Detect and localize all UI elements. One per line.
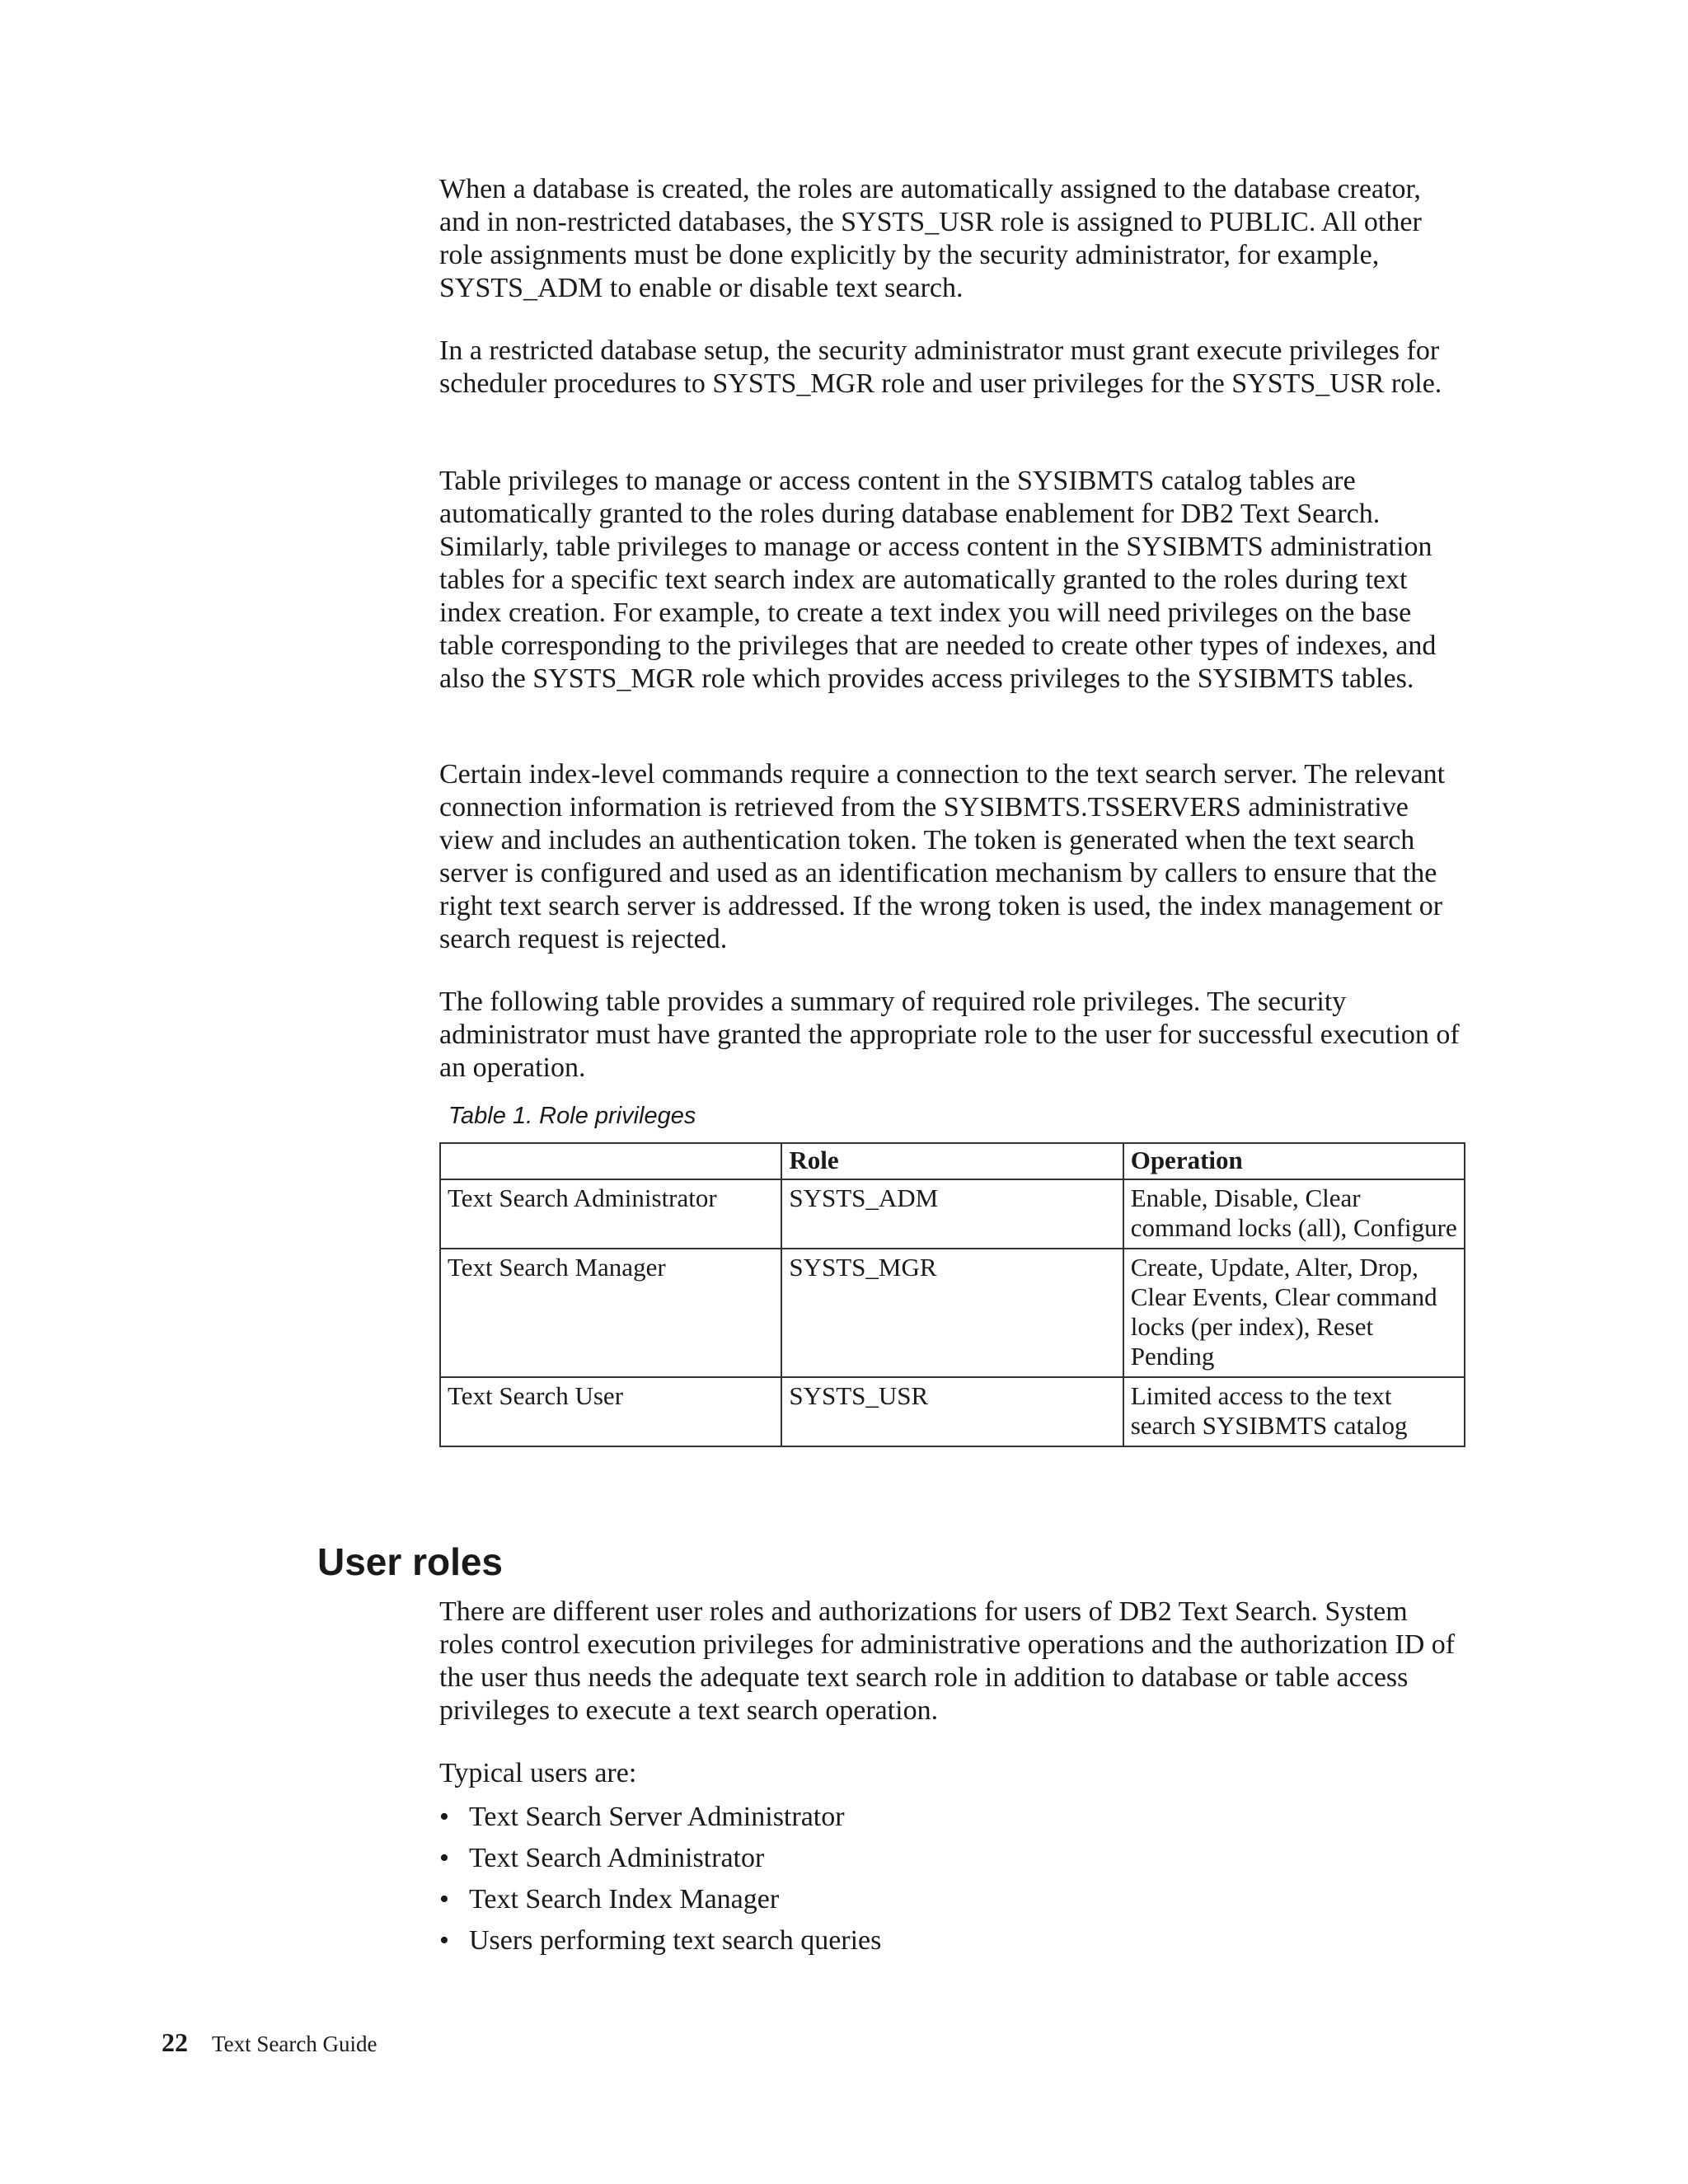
table-cell: SYSTS_ADM [781,1179,1123,1249]
bullet-icon: • [439,1884,449,1915]
list-item [439,1797,881,1838]
table-cell: Enable, Disable, Clear command locks (all), Configure [1123,1179,1465,1249]
table-cell: Text Search Administrator [440,1179,781,1249]
bullet-icon: • [439,1925,449,1956]
table-cell: Create, Update, Alter, Drop, Clear Events, Clear command locks (per index), Reset Pending [1123,1249,1465,1377]
table-row [440,1377,1465,1446]
bullet-icon: • [439,1843,449,1873]
list-item [439,1920,881,1961]
table-cell: SYSTS_USR [781,1377,1123,1446]
paragraph-table-privileges: Table privileges to manage or access content in the SYSIBMTS catalog tables are automatically granted to the roles during database enablement for DB2 Text Search. Similarly, table privileges to manage or access content in the SYSIBMTS administration tables for a specific text search index are automatically granted to the roles during text index creation. For example, to create a text index you will need privileges on the base table corresponding to the privileges that are needed to create other types of indexes, and also the SYSTS_MGR role which provides access privileges to the SYSIBMTS tables. [439,466,1437,694]
paragraph-table-intro: The following table provides a summary of required role privileges. The security administrator must have granted the appropriate role to the user for successful execution of an operation. [439,987,1460,1083]
list-item-label: Text Search Index Manager [469,1884,780,1915]
table-cell: Text Search User [440,1377,781,1446]
section-heading-user-roles: User roles [317,1540,504,1583]
table-header-cell-user [440,1143,781,1179]
typical-users-list [439,1797,881,1961]
table-cell: SYSTS_MGR [781,1249,1123,1377]
page-number: 22 [162,2027,188,2057]
table-header-row [440,1143,1465,1179]
table-cell: Limited access to the text search SYSIBMTS catalog [1123,1377,1465,1446]
role-privileges-table [439,1142,1465,1447]
list-item-label: Text Search Server Administrator [469,1802,845,1832]
table-row [440,1249,1465,1377]
bullet-icon: • [439,1802,449,1832]
page-footer [162,2027,377,2060]
document-title: Text Search Guide [212,2032,377,2056]
paragraph-typical-users: Typical users are: [439,1758,637,1788]
table-caption: Table 1. Role privileges [448,1103,696,1129]
paragraph-index-level-commands: Certain index-level commands require a connection to the text search server. The relevant connection information is retrieved from the SYSIBMTS.TSSERVERS administrative view and includes an authentication token. The token is generated when the text search server is configured and used as an identification mechanism by callers to ensure that the right text search server is addressed. If the wrong token is used, the index management or search request is rejected. [439,759,1446,954]
paragraph-restricted-database: In a restricted database setup, the security administrator must grant execute privileges for scheduler procedures to SYSTS_MGR role and user privileges for the SYSTS_USR role. [439,335,1442,399]
list-item [439,1838,881,1879]
table-cell: Text Search Manager [440,1249,781,1377]
table-header-cell-role: Role [781,1143,1123,1179]
table-row [440,1179,1465,1249]
list-item-label: Users performing text search queries [469,1925,882,1956]
paragraph-user-roles-intro: There are different user roles and authorizations for users of DB2 Text Search. System roles control execution privileges for administrative operations and the authorization ID of the user thus needs the adequate text search role in addition to database or table access privileges to execute a text search operation. [439,1596,1456,1726]
table-header-cell-operation: Operation [1123,1143,1465,1179]
list-item [439,1879,881,1920]
paragraph-role-assignment: When a database is created, the roles are automatically assigned to the database creator, and in non-restricted databases, the SYSTS_USR role is assigned to PUBLIC. All other role assignments must be done explicitly by the security administrator, for example, SYSTS_ADM to enable or disable text search. [439,174,1422,303]
list-item-label: Text Search Administrator [469,1843,765,1873]
